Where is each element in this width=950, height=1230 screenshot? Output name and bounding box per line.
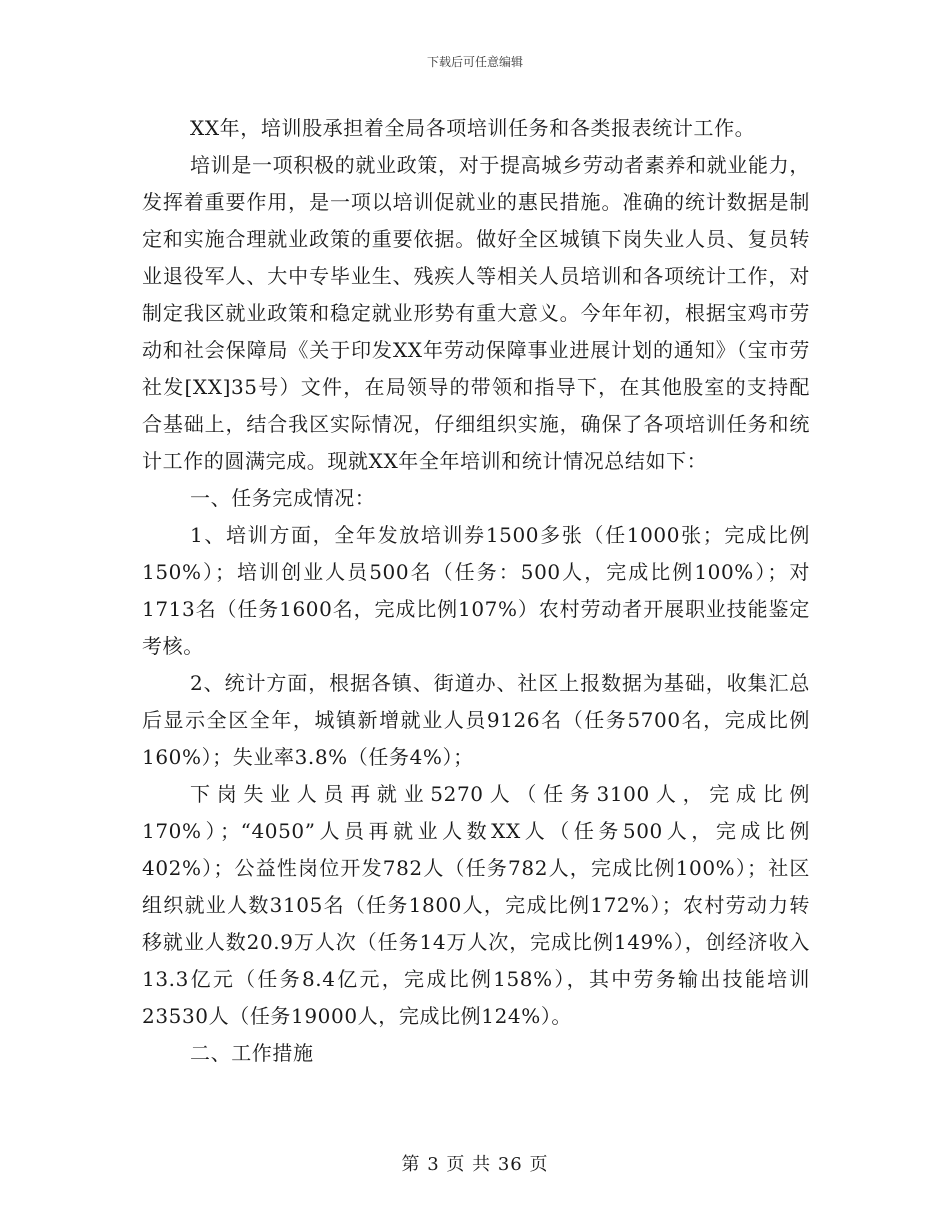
- paragraph-reemployment: 下岗失业人员再就业5270人（任务3100人，完成比例170%）；“4050”人员再就业人数XX人（任务500人，完成比例402%）；公益性岗位开发782人（任务782人，完成比例100%）；社区组织就业人数3105名（任务1800人，完成比例172%）；农村劳动力转移就业人数20.9万人次（任务14万人次，完成比例149%），创经济收入13.3亿元（任务8.4亿元，完成比例158%），其中劳务输出技能培训23530人（任务19000人，完成比例124%）。: [142, 782, 810, 1028]
- section-heading-work-measures: 二、工作措施: [190, 1041, 314, 1065]
- paragraph-background: 培训是一项积极的就业政策，对于提高城乡劳动者素养和就业能力，发挥着重要作用，是一项以培训促就业的惠民措施。准确的统计数据是制定和实施合理就业政策的重要依据。做好全区城镇下岗失业人员、复员转业退役军人、大中专毕业生、残疾人等相关人员培训和各项统计工作，对制定我区就业政策和稳定就业形势有重大意义。今年年初，根据宝鸡市劳动和社会保障局《关于印发XX年劳动保障事业进展计划的通知》（宝市劳社发[XX]35号）文件，在局领导的带领和指导下，在其他股室的支持配合基础上，结合我区实际情况，仔细组织实施，确保了各项培训任务和统计工作的圆满完成。现就XX年全年培训和统计情况总结如下：: [142, 153, 810, 473]
- section-heading-task-completion: 一、任务完成情况：: [190, 486, 376, 510]
- paragraph-intro: XX年，培训股承担着全局各项培训任务和各类报表统计工作。: [190, 116, 756, 140]
- paragraph-training: 1、培训方面，全年发放培训券1500多张（任1000张；完成比例150%）；培训创业人员500名（任务：500人，完成比例100%）；对1713名（任务1600名，完成比例107%）农村劳动者开展职业技能鉴定考核。: [142, 523, 810, 658]
- page-header: 下载后可任意编辑: [426, 55, 523, 69]
- document-body: [142, 110, 810, 1072]
- paragraph-statistics: 2、统计方面，根据各镇、街道办、社区上报数据为基础，收集汇总后显示全区全年，城镇新增就业人员9126名（任务5700名，完成比例160%）；失业率3.8%（任务4%）；: [142, 671, 810, 769]
- page-number-footer: 第 3 页 共 36 页: [401, 1154, 549, 1175]
